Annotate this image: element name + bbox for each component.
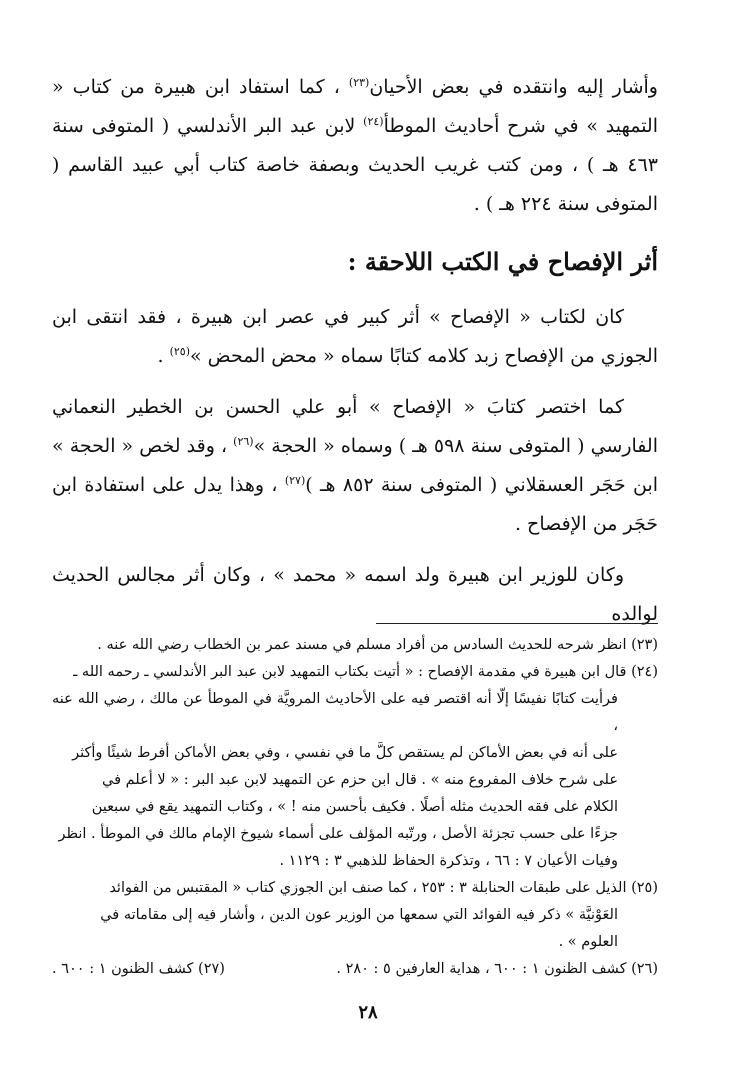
footnote-25-line: العلوم » . <box>558 934 618 950</box>
footnote-24-line: وفيات الأعيان ٧ : ٦٦ ، وتذكرة الحفاظ للذهبي ٣ : ١١٢٩ . <box>279 853 618 869</box>
footnotes <box>52 632 658 983</box>
body-text <box>52 68 658 634</box>
footnote-24: (٢٤) قال ابن هبيرة في مقدمة الإفصاح : « أتيت بكتاب التمهيد لابن عبد البر الأندلسي ـ رحمه الله ـ <box>73 664 658 680</box>
footnote-23: (٢٣) انظر شرحه للحديث السادس من أفراد مسلم في مسند عمر بن الخطاب رضي الله عنه . <box>97 637 658 653</box>
footnote-26: (٢٦) كشف الظنون ١ : ٦٠٠ ، هداية العارفين ٥ : ٢٨٠ . <box>336 961 658 977</box>
footnote-ref-26[interactable]: (٢٦) <box>233 435 254 448</box>
footnote-25-line: العَوْنيَّة » ذكر فيه الفوائد التي سمعها من الوزير عون الدين ، وأشار فيه إلى مقاماته في <box>100 907 618 923</box>
page-number: ٢٨ <box>358 1002 378 1023</box>
footnote-24-line: جزءًا على حسب تجزئة الأصل ، ورتّبه المؤلف على أسماء شيوخ الإمام مالك في الموطأ . انظر <box>58 826 618 842</box>
paragraph-1: وأشار إليه وانتقده في بعض الأحيان$^{(٢٣)}$ ، كما استفاد ابن هبيرة من كتاب « التمهيد » في شرح أحاديث الموطأ$^{(٢٤)}$ لابن عبد البر الأندلسي ( المتوفى سنة ٤٦٣ هـ ) ، ومن كتب غريب الحديث وبصفة خاصة كتاب أبي عبيد القاسم ( المتوفى سنة ٢٢٤ هـ ) . <box>52 76 658 215</box>
footnote-24-line: فرأيت كتابًا نفيسًا إلّا أنه اقتصر فيه على الأحاديث المرويَّة في الموطأ عن مالك ، رضي الله عنه ، <box>52 691 618 734</box>
paragraph-2: كان لكتاب « الإفصاح » أثر كبير في عصر ابن هبيرة ، فقد انتقى ابن الجوزي من الإفصاح زبد كلامه كتابًا سماه « محض المحض »$^{(٢٥)}$ . <box>52 306 658 367</box>
paragraph-3: كما اختصر كتابَ « الإفصاح » أبو علي الحسن بن الخطير النعماني الفارسي ( المتوفى سنة ٥٩٨ هـ ) وسماه « الحجة »$^{(٢٦)}$ ، وقد لخص « الحجة » ابن حَجَر العسقلاني ( المتوفى سنة ٨٥٢ هـ )$^{(٢٧)}$ ، وهذا يدل على استفادة ابن حَجَر من الإفصاح . <box>52 396 659 535</box>
footnote-ref-25[interactable]: (٢٥) <box>169 345 190 358</box>
footnote-24-line: على أنه في بعض الأماكن لم يستقص كلَّ ما في نفسي ، وفي بعض الأماكن أفرط شيئًا وأكثر <box>72 745 618 761</box>
paragraph-4: وكان للوزير ابن هبيرة ولد اسمه « محمد » ، وكان أثر مجالس الحديث لوالده <box>52 564 658 625</box>
section-heading: أثر الإفصاح في الكتب اللاحقة : <box>347 247 658 276</box>
footnote-24-line: الكلام على فقه الحديث مثله أصلًا . فكيف بأحسن منه ! » ، وكتاب التمهيد يقع في سبعين <box>91 799 618 815</box>
footnote-ref-23[interactable]: (٢٣) <box>348 76 370 89</box>
footnote-24-line: على شرح خلاف المفروع منه » . قال ابن حزم عن التمهيد لابن عبد البر : « لا أعلم في <box>102 772 618 788</box>
footnote-row-26-27 <box>52 956 658 983</box>
footnote-separator <box>376 623 658 624</box>
footnote-25: (٢٥) الذيل على طبقات الحنابلة ٣ : ٢٥٣ ، كما صنف ابن الجوزي كتاب « المقتبس من الفوائد <box>109 880 658 896</box>
footnote-ref-27[interactable]: (٢٧) <box>284 474 306 487</box>
footnote-27: (٢٧) كشف الظنون ١ : ٦٠٠ . <box>52 961 225 977</box>
footnote-ref-24[interactable]: (٢٤) <box>363 115 384 128</box>
